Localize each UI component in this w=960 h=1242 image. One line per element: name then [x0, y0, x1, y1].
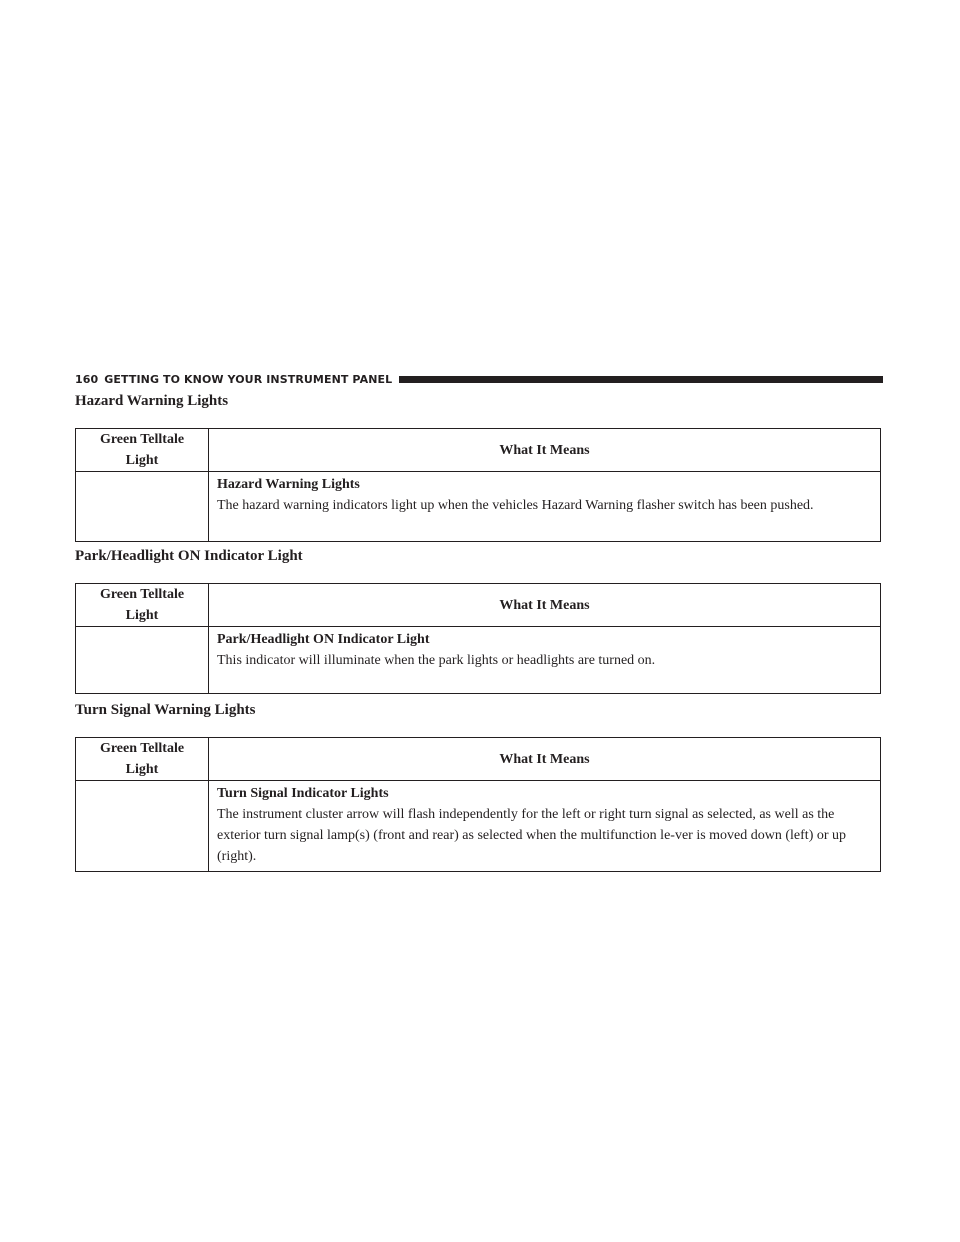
table-row	[76, 627, 881, 694]
telltale-icon-cell	[76, 472, 209, 542]
column-header-telltale-line2: Light	[125, 453, 159, 468]
telltale-table-turn-signal	[75, 737, 881, 872]
telltale-table-hazard	[75, 428, 881, 542]
table-header-row	[76, 429, 881, 472]
column-header-telltale	[76, 584, 209, 627]
telltale-table-park-headlight	[75, 583, 881, 694]
section-heading-turn-signal: Turn Signal Warning Lights	[75, 702, 256, 718]
column-header-meaning: What It Means	[209, 429, 881, 472]
column-header-telltale-line1: Green Telltale	[99, 432, 185, 447]
column-header-telltale	[76, 738, 209, 781]
description-cell	[209, 472, 881, 542]
column-header-telltale-line1: Green Telltale	[99, 587, 185, 602]
description-title: Park/Headlight ON Indicator Light	[217, 632, 430, 647]
column-header-meaning: What It Means	[209, 738, 881, 781]
column-header-telltale-line2: Light	[125, 762, 159, 777]
table-row	[76, 472, 881, 542]
table-header-row	[76, 738, 881, 781]
table-row	[76, 781, 881, 872]
description-title: Turn Signal Indicator Lights	[217, 786, 389, 801]
column-header-telltale-line1: Green Telltale	[99, 741, 185, 756]
section-heading-hazard: Hazard Warning Lights	[75, 393, 229, 409]
header-rule	[399, 376, 883, 383]
telltale-icon-cell	[76, 781, 209, 872]
description-cell	[209, 627, 881, 694]
chapter-title: GETTING TO KNOW YOUR INSTRUMENT PANEL	[104, 372, 393, 386]
column-header-telltale	[76, 429, 209, 472]
section-heading-park-headlight: Park/Headlight ON Indicator Light	[75, 548, 303, 564]
description-text: The hazard warning indicators light up when the vehicles Hazard Warning flasher switch has been pushed.	[217, 498, 814, 513]
column-header-meaning: What It Means	[209, 584, 881, 627]
description-text: The instrument cluster arrow will flash independently for the left or right turn signal as selected, as well as the exterior turn signal lamp(s) (front and rear) as selected when the multifunction le-ver is moved down (left) or up (right).	[217, 807, 847, 864]
description-text: This indicator will illuminate when the park lights or headlights are turned on.	[217, 653, 656, 668]
page-number: 160	[75, 372, 99, 386]
description-cell	[209, 781, 881, 872]
column-header-telltale-line2: Light	[125, 608, 159, 623]
table-header-row	[76, 584, 881, 627]
description-title: Hazard Warning Lights	[217, 477, 360, 492]
running-header	[75, 372, 883, 386]
telltale-icon-cell	[76, 627, 209, 694]
